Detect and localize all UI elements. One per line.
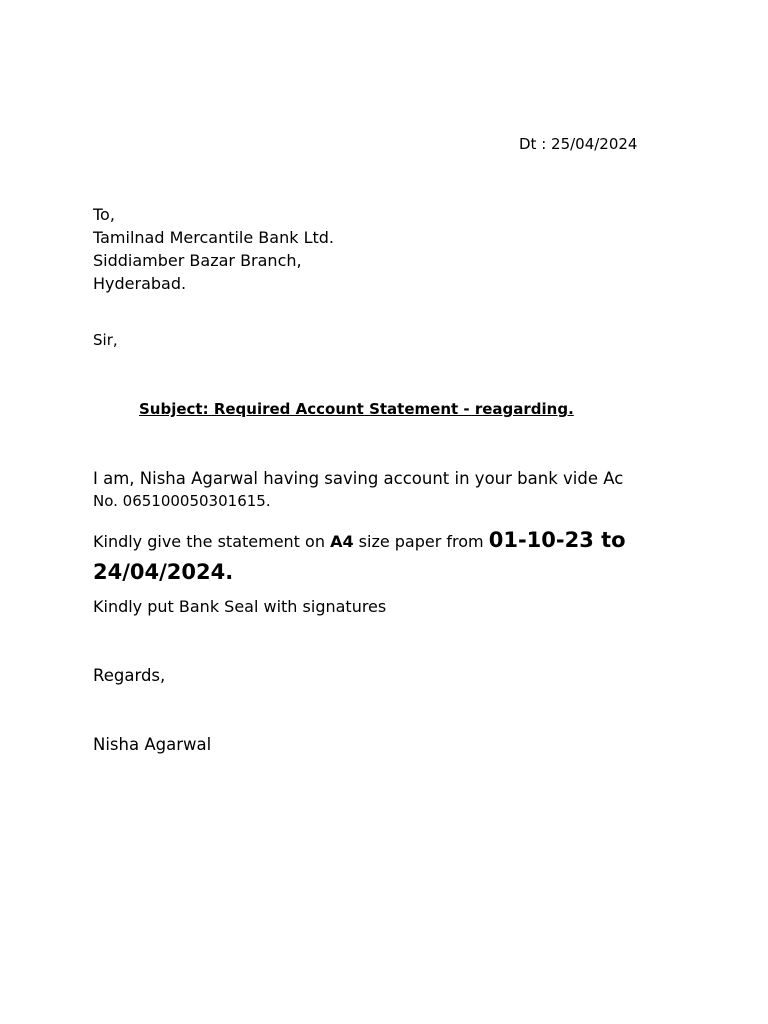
recipient-city: Hyderabad. — [93, 274, 187, 293]
recipient-address — [93, 203, 334, 295]
subject-line: Subject: Required Account Statement - reagarding. — [139, 400, 574, 418]
salutation: Sir, — [93, 331, 118, 349]
recipient-branch: Siddiamber Bazar Branch, — [93, 251, 302, 270]
body-paragraph-account — [93, 468, 668, 512]
closing-regards: Regards, — [93, 666, 166, 685]
account-holder-text: I am, Nisha Agarwal having saving account in your bank vide Ac — [93, 469, 624, 488]
body-paragraph-request — [93, 525, 683, 589]
recipient-to: To, — [93, 205, 115, 224]
body-paragraph-seal: Kindly put Bank Seal with signatures — [93, 597, 387, 616]
request-text-middle: size paper from — [353, 532, 489, 551]
statement-date-range: 01-10-23 to 24/04/2024. — [93, 528, 626, 584]
paper-size: A4 — [330, 532, 354, 551]
recipient-bank-name: Tamilnad Mercantile Bank Ltd. — [93, 228, 335, 247]
request-text-start: Kindly give the statement on — [93, 532, 331, 551]
letter-date: Dt : 25/04/2024 — [519, 135, 638, 153]
account-number: No. 065100050301615. — [93, 492, 271, 510]
signature-name: Nisha Agarwal — [93, 735, 212, 754]
